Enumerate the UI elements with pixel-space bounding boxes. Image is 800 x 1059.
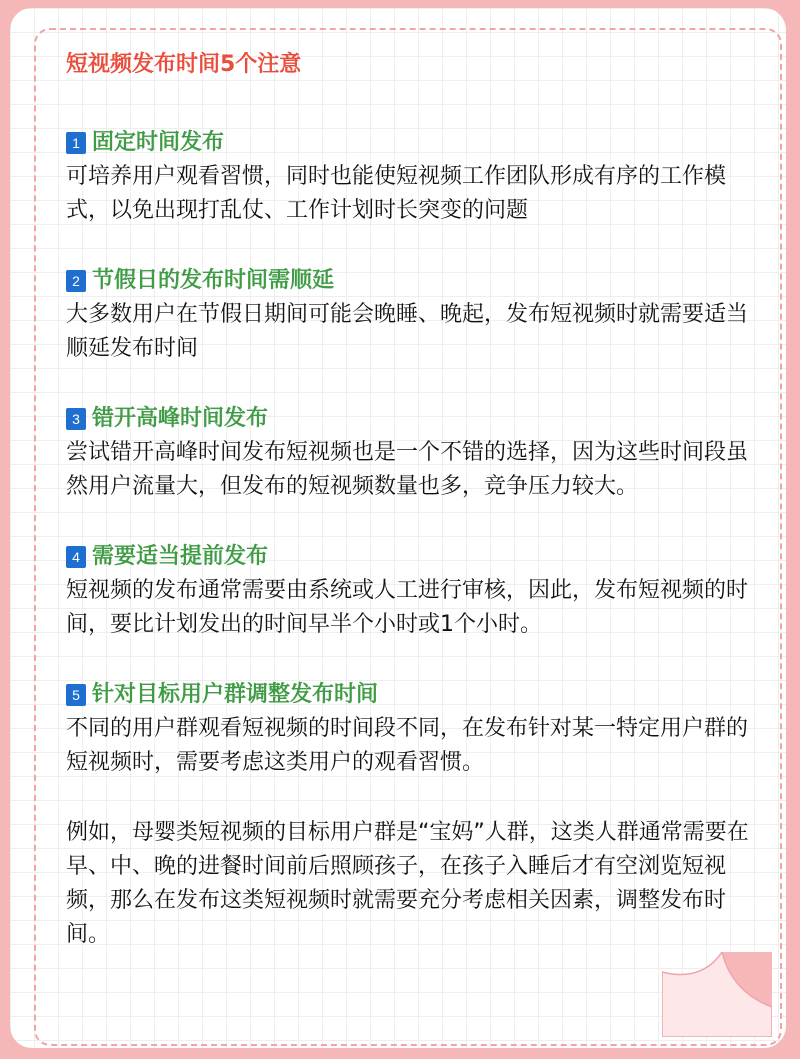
section-5 bbox=[66, 678, 766, 780]
section-heading bbox=[66, 540, 766, 574]
section-1 bbox=[66, 126, 766, 228]
note-card bbox=[10, 8, 786, 1048]
section-body: 尝试错开高峰时间发布短视频也是一个不错的选择，因为这些时间段虽然用户流量大，但发布的短视频数量也多，竞争压力较大。 bbox=[66, 440, 749, 499]
section-body: 不同的用户群观看短视频的时间段不同，在发布针对某一特定用户群的短视频时，需要考虑这类用户的观看習惯。 bbox=[66, 716, 749, 775]
section-2 bbox=[66, 264, 766, 366]
section-heading bbox=[66, 126, 766, 160]
section-heading bbox=[66, 402, 766, 436]
section-title: 固定时间发布 bbox=[92, 130, 225, 155]
section-title: 需要适当提前发布 bbox=[92, 544, 269, 569]
section-3 bbox=[66, 402, 766, 504]
section-title: 错开高峰时间发布 bbox=[92, 406, 269, 431]
section-body: 可培养用户观看習惯，同时也能使短视频工作团队形成有序的工作模式，以免出现打乱仗、工作计划时长突变的问题 bbox=[66, 164, 727, 223]
number-badge: 5 bbox=[66, 684, 86, 706]
section-title: 针对目标用户群调整发布时间 bbox=[92, 682, 379, 707]
page-title: 短视频发布时间5个注意 bbox=[66, 52, 302, 77]
page-curl-icon bbox=[662, 952, 772, 1037]
section-heading bbox=[66, 678, 766, 712]
section-heading bbox=[66, 264, 766, 298]
number-badge: 3 bbox=[66, 408, 86, 430]
example-paragraph: 例如，母婴类短视频的目标用户群是“宝妈”人群，这类人群通常需要在早、中、晚的进餐时间前后照顾孩子，在孩子入睡后才有空浏览短视频，那么在发布这类短视频时就需要充分考虑相关因素，调整发布时间。 bbox=[66, 820, 749, 947]
content bbox=[66, 48, 766, 952]
section-4 bbox=[66, 540, 766, 642]
number-badge: 1 bbox=[66, 132, 86, 154]
section-title: 节假日的发布时间需顺延 bbox=[92, 268, 335, 293]
section-body: 短视频的发布通常需要由系统或人工进行审核，因此，发布短视频的时间，要比计划发出的时间早半个小时或1个小时。 bbox=[66, 578, 749, 637]
section-body: 大多数用户在节假日期间可能会晚睡、晚起，发布短视频时就需要适当顺延发布时间 bbox=[66, 302, 749, 361]
number-badge: 2 bbox=[66, 270, 86, 292]
number-badge: 4 bbox=[66, 546, 86, 568]
